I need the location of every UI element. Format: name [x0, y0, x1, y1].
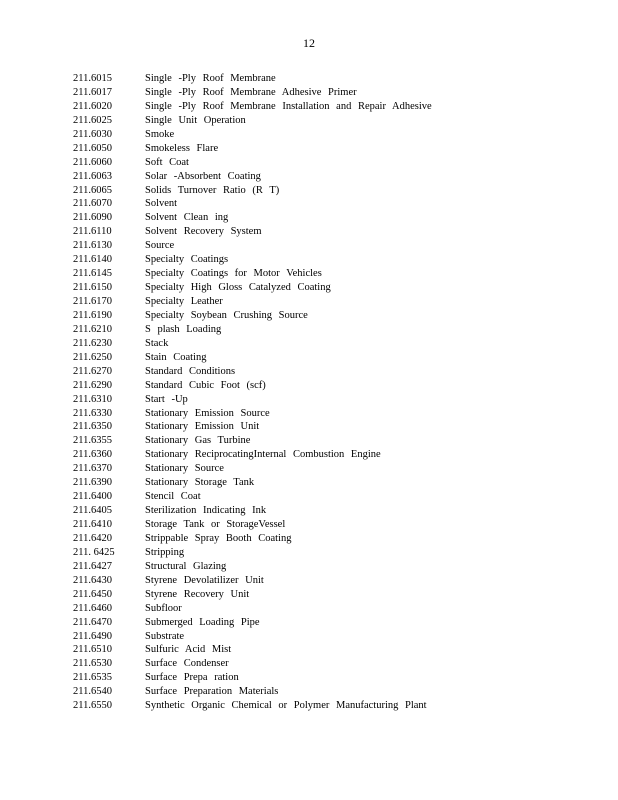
- defined-term: Substrate: [145, 630, 185, 642]
- list-item: [73, 211, 593, 225]
- defined-term: Stationary Source: [145, 463, 224, 475]
- list-item: [73, 476, 593, 490]
- section-number: 211.6017: [73, 86, 112, 98]
- defined-term: Subfloor: [145, 602, 182, 614]
- list-item: [73, 518, 593, 532]
- list-item: [73, 72, 593, 86]
- section-number: 211.6210: [73, 323, 112, 335]
- list-item: [73, 616, 593, 630]
- defined-term: Styrene Devolatilizer Unit: [145, 574, 264, 586]
- defined-term: Stencil Coat: [145, 491, 201, 503]
- list-item: [73, 407, 593, 421]
- page-number: 12: [303, 36, 315, 50]
- defined-term: Standard Conditions: [145, 365, 236, 377]
- defined-term: Specialty Coatings: [145, 254, 229, 266]
- section-number: 211.6430: [73, 574, 112, 586]
- defined-term: Solvent Clean ing: [145, 212, 229, 224]
- section-number: 211.6360: [73, 449, 112, 461]
- defined-term: Surface Preparation Materials: [145, 686, 279, 698]
- list-item: [73, 657, 593, 671]
- defined-term: Stationary ReciprocatingInternal Combustion Engine: [145, 449, 381, 461]
- section-number: 211.6410: [73, 519, 112, 530]
- defined-term: Structural Glazing: [145, 560, 227, 572]
- section-number: 211.6310: [73, 393, 112, 405]
- section-number: 211.6490: [73, 630, 112, 642]
- section-number: 211.6170: [73, 296, 112, 307]
- list-item: [73, 448, 593, 462]
- defined-term: S plash Loading: [145, 323, 222, 335]
- list-item: [73, 239, 593, 253]
- defined-term: Smokeless Flare: [145, 142, 219, 154]
- defined-term: Stationary Gas Turbine: [145, 435, 251, 447]
- defined-term: Styrene Recovery Unit: [145, 588, 250, 600]
- section-number: 211.6050: [73, 142, 112, 154]
- section-number: 211.6390: [73, 477, 112, 489]
- list-item: [73, 142, 593, 156]
- defined-term: Storage Tank or StorageVessel: [145, 519, 286, 530]
- section-number: 211.6070: [73, 198, 112, 210]
- section-number: 211. 6425: [73, 546, 115, 558]
- definitions-list: [73, 72, 593, 713]
- defined-term: Solids Turnover Ratio (R T): [145, 184, 280, 196]
- defined-term: Specialty High Gloss Catalyzed Coating: [145, 282, 331, 294]
- list-item: [73, 114, 593, 128]
- section-number: 211.6020: [73, 100, 112, 112]
- section-number: 211.6065: [73, 184, 112, 196]
- list-item: [73, 351, 593, 365]
- section-number: 211.6470: [73, 616, 112, 628]
- defined-term: Strippable Spray Booth Coating: [145, 532, 292, 544]
- list-item: [73, 295, 593, 309]
- section-number: 211.6535: [73, 672, 112, 684]
- defined-term: Stationary Emission Source: [145, 407, 270, 419]
- defined-term: Solvent Recovery System: [145, 226, 262, 238]
- defined-term: Surface Prepa ration: [145, 672, 239, 684]
- defined-term: Sulfuric Acid Mist: [145, 644, 232, 656]
- list-item: [73, 574, 593, 588]
- list-item: [73, 420, 593, 434]
- defined-term: Source: [145, 240, 175, 252]
- defined-term: Specialty Coatings for Motor Vehicles: [145, 268, 322, 280]
- list-item: [73, 281, 593, 295]
- section-number: 211.6190: [73, 309, 112, 321]
- section-number: 211.6140: [73, 254, 112, 266]
- defined-term: Single Unit Operation: [145, 114, 246, 126]
- section-number: 211.6290: [73, 379, 112, 391]
- section-number: 211.6540: [73, 686, 112, 698]
- list-item: [73, 699, 593, 713]
- list-item: [73, 267, 593, 281]
- section-number: 211.6460: [73, 602, 112, 614]
- list-item: [73, 309, 593, 323]
- defined-term: Surface Condenser: [145, 658, 229, 670]
- defined-term: Standard Cubic Foot (scf): [145, 379, 266, 391]
- section-number: 211.6270: [73, 365, 112, 377]
- section-number: 211.6370: [73, 463, 112, 475]
- section-number: 211.6230: [73, 337, 112, 349]
- section-number: 211.6450: [73, 588, 112, 600]
- section-number: 211.6063: [73, 170, 112, 182]
- list-item: [73, 504, 593, 518]
- list-item: [73, 685, 593, 699]
- list-item: [73, 490, 593, 504]
- section-number: 211.6030: [73, 128, 112, 140]
- defined-term: Start -Up: [145, 393, 188, 405]
- section-number: 211.6330: [73, 407, 112, 419]
- list-item: [73, 379, 593, 393]
- list-item: [73, 337, 593, 351]
- section-number: 211.6130: [73, 240, 112, 252]
- list-item: [73, 546, 593, 560]
- defined-term: Stationary Storage Tank: [145, 477, 255, 489]
- defined-term: Single -Ply Roof Membrane Installation and Repair Adhesive: [145, 100, 432, 112]
- list-item: [73, 602, 593, 616]
- section-number: 211.6145: [73, 268, 112, 280]
- defined-term: Specialty Leather: [145, 296, 223, 307]
- defined-term: Specialty Soybean Crushing Source: [145, 309, 308, 321]
- list-item: [73, 643, 593, 657]
- defined-term: Stripping: [145, 546, 185, 558]
- section-number: 211.6405: [73, 505, 112, 517]
- defined-term: Single -Ply Roof Membrane: [145, 73, 276, 84]
- list-item: [73, 630, 593, 644]
- defined-term: Sterilization Indicating Ink: [145, 505, 267, 517]
- section-number: 211.6015: [73, 73, 112, 84]
- section-number: 211.6250: [73, 351, 112, 363]
- section-number: 211.6510: [73, 644, 112, 656]
- list-item: [73, 393, 593, 407]
- section-number: 211.6550: [73, 700, 112, 712]
- list-item: [73, 365, 593, 379]
- defined-term: Soft Coat: [145, 156, 189, 168]
- section-number: 211.6350: [73, 421, 112, 433]
- defined-term: Solvent: [145, 198, 178, 210]
- list-item: [73, 170, 593, 184]
- defined-term: Stain Coating: [145, 351, 207, 363]
- list-item: [73, 156, 593, 170]
- section-number: 211.6427: [73, 560, 112, 572]
- list-item: [73, 671, 593, 685]
- section-number: 211.6025: [73, 114, 112, 126]
- defined-term: Solar -Absorbent Coating: [145, 170, 261, 182]
- section-number: 211.6530: [73, 658, 112, 670]
- list-item: [73, 184, 593, 198]
- section-number: 211.6110: [73, 226, 112, 238]
- defined-term: Stack: [145, 337, 169, 349]
- defined-term: Single -Ply Roof Membrane Adhesive Primer: [145, 86, 357, 98]
- list-item: [73, 532, 593, 546]
- defined-term: Synthetic Organic Chemical or Polymer Manufacturing Plant: [145, 700, 427, 712]
- section-number: 211.6090: [73, 212, 112, 224]
- section-number: 211.6400: [73, 491, 112, 503]
- list-item: [73, 588, 593, 602]
- list-item: [73, 100, 593, 114]
- defined-term: Stationary Emission Unit: [145, 421, 260, 433]
- list-item: [73, 253, 593, 267]
- list-item: [73, 86, 593, 100]
- list-item: [73, 560, 593, 574]
- section-number: 211.6150: [73, 282, 112, 294]
- section-number: 211.6355: [73, 435, 112, 447]
- list-item: [73, 323, 593, 337]
- list-item: [73, 197, 593, 211]
- defined-term: Submerged Loading Pipe: [145, 616, 260, 628]
- section-number: 211.6060: [73, 156, 112, 168]
- list-item: [73, 225, 593, 239]
- list-item: [73, 462, 593, 476]
- defined-term: Smoke: [145, 128, 175, 140]
- list-item: [73, 434, 593, 448]
- list-item: [73, 128, 593, 142]
- section-number: 211.6420: [73, 532, 112, 544]
